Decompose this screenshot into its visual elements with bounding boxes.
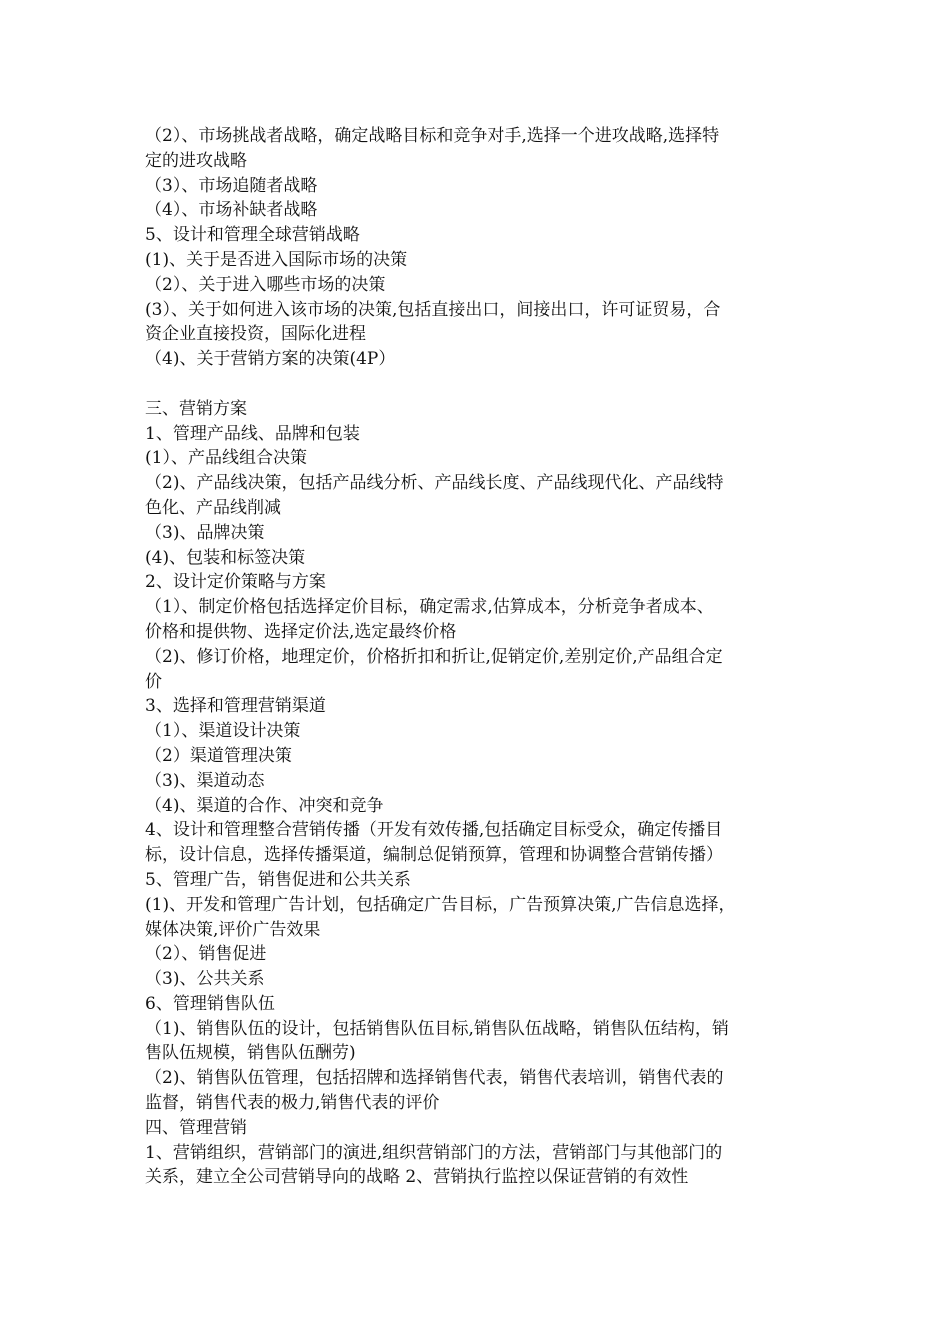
chapter-heading: 四、管理营销 [145,1117,247,1138]
text-line: (3）、关于如何进入该市场的决策,包括直接出口，间接出口，许可证贸易，合 [145,299,721,320]
text-line: 1、营销组织，营销部门的演进,组织营销部门的方法，营销部门与其他部门的 [145,1142,723,1163]
section-heading: 2、设计定价策略与方案 [145,572,326,593]
text-line: 价 [145,671,162,692]
text-line: 监督，销售代表的极力,销售代表的评价 [145,1093,440,1114]
text-line: 媒体决策,评价广告效果 [145,919,321,940]
text-line: （1）、制定价格包括选择定价目标，确定需求,估算成本，分析竞争者成本、 [145,597,714,618]
text-line: （2）、关于进入哪些市场的决策 [145,274,386,295]
text-line: (1）、产品线组合决策 [145,448,307,469]
chapter-heading: 三、营销方案 [145,398,247,419]
text-line: （3)、公共关系 [145,969,265,990]
text-line: （3)、品牌决策 [145,522,265,543]
text-line: （2）、销售促进 [145,944,267,965]
section-heading: 5、设计和管理全球营销战略 [145,225,360,246]
text-line: （2）、市场挑战者战略，确定战略目标和竞争对手,选择一个进攻战略,选择特 [145,126,720,146]
section-heading: 1、管理产品线、品牌和包装 [145,423,360,444]
document-body [145,124,810,1190]
text-line: 关系，建立全公司营销导向的战略 2、营销执行监控以保证营销的有效性 [145,1167,689,1188]
text-line: (4)、包装和标签决策 [145,547,306,568]
text-line: （3）、市场追随者战略 [145,175,318,196]
text-line: （4)、渠道的合作、冲突和竞争 [145,795,384,816]
text-line: 售队伍规模，销售队伍酬劳) [145,1043,356,1064]
section-heading: 6、管理销售队伍 [145,993,275,1014]
text-line: 标，设计信息，选择传播渠道，编制总促销预算，管理和协调整合营销传播） [145,845,723,866]
text-line: （4）、市场补缺者战略 [145,200,318,221]
section-heading: 5、管理广告，销售促进和公共关系 [145,869,411,890]
text-line: （4)、关于营销方案的决策(4P） [145,349,396,370]
text-line: 定的进攻战略 [145,150,247,171]
text-line: (1)、关于是否进入国际市场的决策 [145,249,408,270]
text-line: 色化、产品线削减 [145,497,281,518]
text-line: （2)、销售队伍管理，包括招牌和选择销售代表，销售代表培训，销售代表的 [145,1068,724,1089]
text-line: （2)、产品线决策，包括产品线分析、产品线长度、产品线现代化、产品线特 [145,473,724,494]
section-heading: 4、设计和管理整合营销传播（开发有效传播,包括确定目标受众，确定传播目 [145,820,723,841]
text-line: （2）渠道管理决策 [145,745,292,766]
section-heading: 3、选择和管理营销渠道 [145,696,326,717]
text-line: 资企业直接投资，国际化进程 [145,324,366,345]
text-line: 价格和提供物、选择定价法,选定最终价格 [145,621,457,642]
text-line: （2)、修订价格，地理定价，价格折扣和折让,促销定价,差别定价,产品组合定 [145,646,723,667]
text-line: （3)、渠道动态 [145,770,265,791]
text-line: （1）、渠道设计决策 [145,721,301,742]
text-line: (1)、开发和管理广告计划，包括确定广告目标，广告预算决策,广告信息选择， [145,894,736,915]
text-line: （1)、销售队伍的设计，包括销售队伍目标,销售队伍战略，销售队伍结构，销 [145,1018,729,1039]
blank-line [145,372,810,397]
